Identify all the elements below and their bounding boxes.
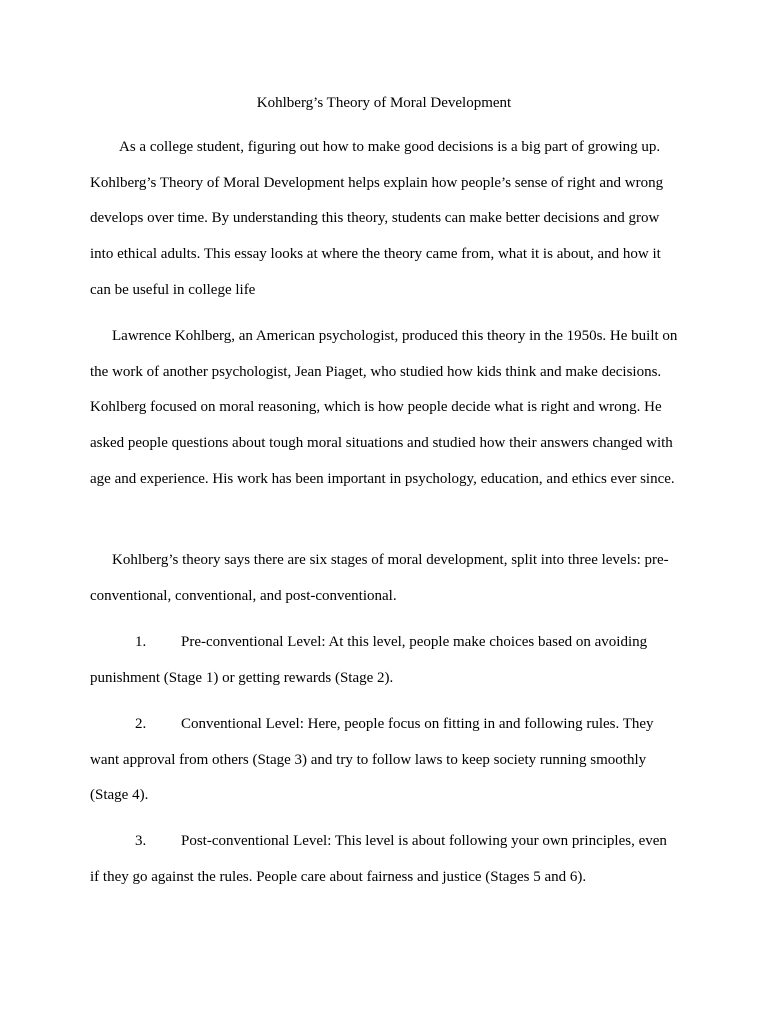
list-item <box>90 707 678 814</box>
list-item-number: 3. <box>135 833 147 849</box>
list-item-number: 1. <box>135 634 147 650</box>
document-title: Kohlberg’s Theory of Moral Development <box>256 95 512 111</box>
list-item-text: Pre-conventional Level: At this level, people make choices based on avoiding punishment (Stage 1) or getting rewards (Stage 2). <box>90 634 648 686</box>
list-item <box>90 625 678 696</box>
paragraph-introduction: As a college student, figuring out how to make good decisions is a big part of growing up. Kohlberg’s Theory of Moral Development helps explain how people’s sense of right and wrong develops over time. By understanding this theory, students can make better decisions and grow into ethical adults. This essay looks at where the theory came from, what it is about, and how it can be useful in college life <box>90 139 664 298</box>
list-item-number: 2. <box>135 716 147 732</box>
list-item <box>90 824 678 895</box>
paragraph-history: Lawrence Kohlberg, an American psychologist, produced this theory in the 1950s. He built on the work of another psychologist, Jean Piaget, who studied how kids think and make decisions. Kohlberg focused on moral reasoning, which is how people decide what is right and wrong. He asked people questions about tough moral situations and studied how their answers changed with age and experience. His work has been important in psychology, education, and ethics ever since. <box>90 328 678 487</box>
list-item-text: Conventional Level: Here, people focus on fitting in and following rules. They want approval from others (Stage 3) and try to follow laws to keep society running smoothly (Stage 4). <box>90 716 654 804</box>
paragraph-stages-overview: Kohlberg’s theory says there are six stages of moral development, split into three levels: pre-conventional, conventional, and post-conventional. <box>90 552 669 604</box>
list-item-text: Post-conventional Level: This level is about following your own principles, even if they go against the rules. People care about fairness and justice (Stages 5 and 6). <box>90 833 667 885</box>
